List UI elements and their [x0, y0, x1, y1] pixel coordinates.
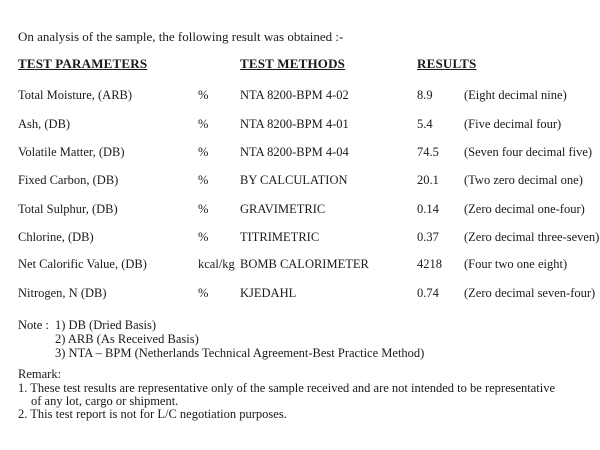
method-cell: NTA 8200-BPM 4-04	[240, 145, 349, 159]
table-row	[0, 145, 600, 163]
method-cell: NTA 8200-BPM 4-02	[240, 88, 349, 102]
value-cell: 0.37	[417, 230, 439, 244]
value-words-cell: (Four two one eight)	[464, 257, 568, 271]
parameter-cell: Nitrogen, N (DB)	[18, 286, 107, 300]
value-cell: 20.1	[417, 173, 439, 187]
value-cell: 0.74	[417, 286, 439, 300]
unit-cell: %	[198, 230, 209, 244]
table-row	[0, 173, 600, 191]
header-test-methods: TEST METHODS	[240, 56, 346, 71]
notes-label: Note :	[18, 318, 49, 332]
table-row	[0, 257, 600, 275]
unit-cell: kcal/kg	[198, 257, 235, 271]
header-test-parameters: TEST PARAMETERS	[18, 56, 148, 71]
unit-cell: %	[198, 117, 209, 131]
unit-cell: %	[198, 286, 209, 300]
table-row	[0, 230, 600, 248]
value-cell: 5.4	[417, 117, 433, 131]
value-words-cell: (Seven four decimal five)	[464, 145, 593, 159]
remark-label: Remark:	[18, 367, 62, 381]
unit-cell: %	[198, 173, 209, 187]
parameter-cell: Total Sulphur, (DB)	[18, 202, 118, 216]
intro-text: On analysis of the sample, the following result was obtained :-	[18, 29, 344, 44]
table-row	[0, 202, 600, 220]
value-words-cell: (Eight decimal nine)	[464, 88, 567, 102]
value-cell: 0.14	[417, 202, 439, 216]
method-cell: KJEDAHL	[240, 286, 297, 300]
table-row	[0, 286, 600, 304]
parameter-cell: Ash, (DB)	[18, 117, 71, 131]
remark-line: 2. This test report is not for L/C negotiation purposes.	[18, 407, 287, 421]
parameter-cell: Volatile Matter, (DB)	[18, 145, 125, 159]
table-row	[0, 117, 600, 135]
value-cell: 74.5	[417, 145, 439, 159]
method-cell: GRAVIMETRIC	[240, 202, 326, 216]
value-cell: 4218	[417, 257, 442, 271]
unit-cell: %	[198, 88, 209, 102]
parameter-cell: Fixed Carbon, (DB)	[18, 173, 119, 187]
table-row	[0, 88, 600, 106]
value-words-cell: (Five decimal four)	[464, 117, 562, 131]
value-words-cell: (Zero decimal seven-four)	[464, 286, 596, 300]
remark-line: 1. These test results are representative only of the sample received and are not intended to be representative	[18, 381, 556, 395]
value-words-cell: (Zero decimal three-seven)	[464, 230, 600, 244]
value-words-cell: (Zero decimal one-four)	[464, 202, 585, 216]
note-item: 2) ARB (As Received Basis)	[55, 332, 199, 346]
parameter-cell: Net Calorific Value, (DB)	[18, 257, 147, 271]
method-cell: BOMB CALORIMETER	[240, 257, 369, 271]
note-item: 1) DB (Dried Basis)	[55, 318, 157, 332]
unit-cell: %	[198, 145, 209, 159]
method-cell: BY CALCULATION	[240, 173, 348, 187]
method-cell: TITRIMETRIC	[240, 230, 320, 244]
method-cell: NTA 8200-BPM 4-01	[240, 117, 349, 131]
value-cell: 8.9	[417, 88, 433, 102]
note-item: 3) NTA – BPM (Netherlands Technical Agreement-Best Practice Method)	[55, 346, 425, 360]
value-words-cell: (Two zero decimal one)	[464, 173, 583, 187]
unit-cell: %	[198, 202, 209, 216]
parameter-cell: Total Moisture, (ARB)	[18, 88, 133, 102]
remark-line: of any lot, cargo or shipment.	[31, 394, 179, 408]
header-results: RESULTS	[417, 56, 477, 71]
parameter-cell: Chlorine, (DB)	[18, 230, 94, 244]
